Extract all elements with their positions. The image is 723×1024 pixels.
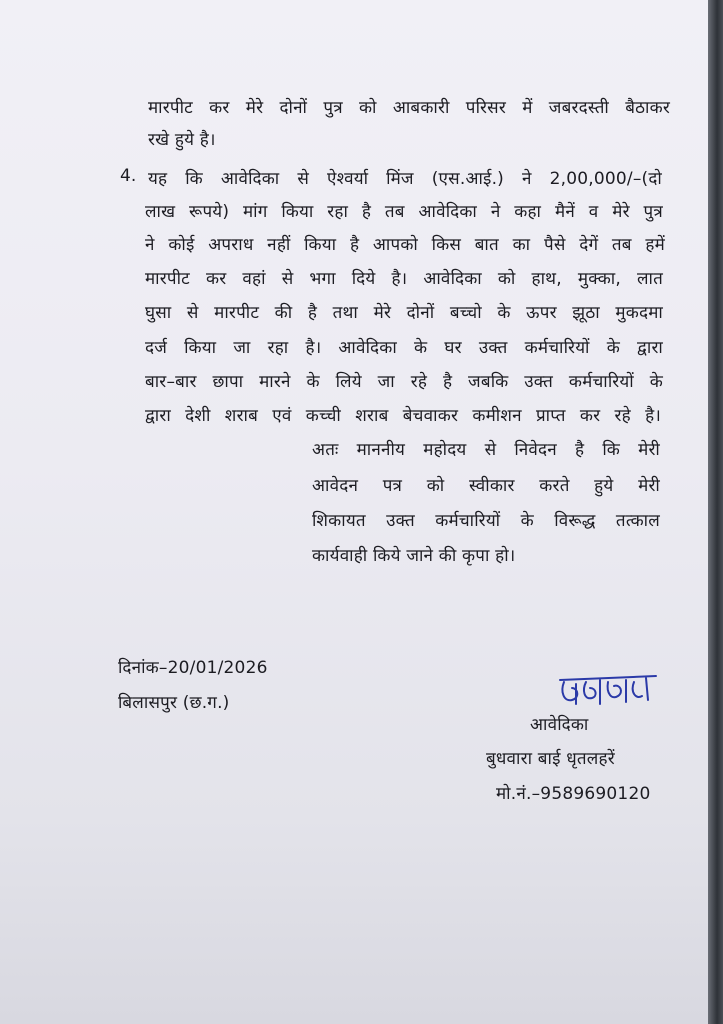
prayer-line-4: कार्यवाही किये जाने की कृपा हो।: [312, 546, 516, 566]
para4-line-2: लाख रूपये) मांग किया रहा है तब आवेदिका ने कहा मैनें व मेरे पुत्र: [145, 202, 663, 222]
para4-line-6: दर्ज किया जा रहा है। आवेदिका के घर उक्त कर्मचारियों के द्वारा: [145, 338, 663, 358]
para4-line-3: ने कोई अपराध नहीं किया है आपको किस बात का पैसे देगें तब हमें: [145, 235, 665, 255]
page-edge: [708, 0, 723, 1024]
para4-line-1: यह कि आवेदिका से ऐश्वर्या मिंज (एस.आई.) ने 2,00,000/–(दो: [148, 169, 662, 189]
prayer-line-3: शिकायत उक्त कर्मचारियों के विरूद्ध तत्काल: [312, 511, 660, 531]
prayer-line-2: आवेदन पत्र को स्वीकार करते हुये मेरी: [312, 476, 660, 496]
para4-line-4: मारपीट कर वहां से भगा दिये है। आवेदिका को हाथ, मुक्का, लात: [145, 269, 663, 289]
applicant-name: बुधवारा बाई धृतलहरें: [486, 749, 615, 769]
para4-line-5: घुसा से मारपीट की है तथा मेरे दोनों बच्चो के ऊपर झूठा मुकदमा: [145, 303, 663, 323]
para3-line-1: मारपीट कर मेरे दोनों पुत्र को आबकारी परिसर में जबरदस्ती बैठाकर: [148, 98, 670, 118]
para4-line-8: द्वारा देशी शराब एवं कच्ची शराब बेचवाकर कमीशन प्राप्त कर रहे है।: [145, 406, 661, 426]
para4-number: 4.: [120, 166, 137, 186]
applicant-signature: [556, 670, 664, 712]
applicant-mobile: मो.नं.–9589690120: [496, 784, 651, 804]
letter-date: दिनांक–20/01/2026: [118, 658, 268, 678]
para4-line-7: बार–बार छापा मारने के लिये जा रहे है जबकि उक्त कर्मचारियों के: [145, 372, 663, 392]
applicant-label: आवेदिका: [530, 715, 589, 735]
letter-place: बिलासपुर (छ.ग.): [118, 693, 230, 713]
para3-line-2: रखे हुये है।: [148, 130, 216, 150]
prayer-line-1: अतः माननीय महोदय से निवेदन है कि मेरी: [312, 440, 660, 460]
